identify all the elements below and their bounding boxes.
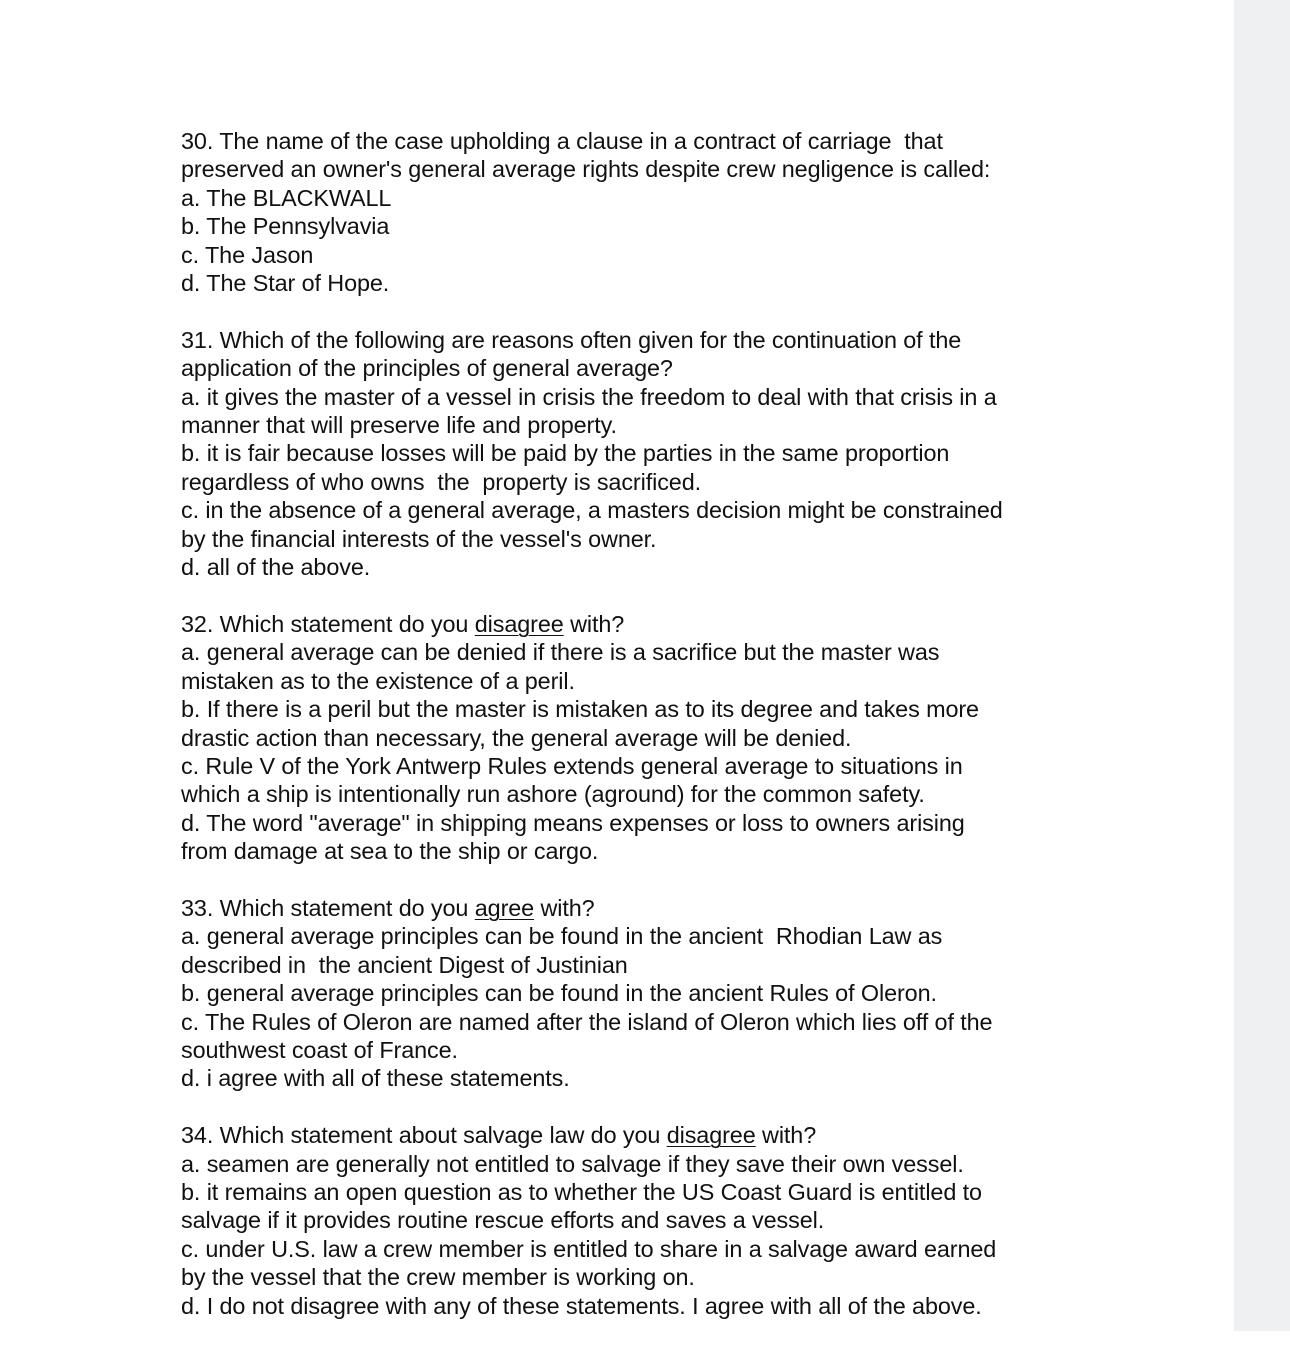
question-31: [181, 326, 1061, 582]
right-gutter: [1234, 0, 1290, 1331]
answer-option-b: b. If there is a peril but the master is mistaken as to its degree and takes more: [181, 696, 979, 723]
answer-option-a-cont: mistaken as to the existence of a peril.: [181, 667, 575, 694]
question-stem-line: [181, 610, 1061, 638]
question-stem-line: [181, 894, 1061, 922]
answer-option-a-cont: manner that will preserve life and property.: [181, 412, 617, 439]
answer-option-b-cont: regardless of who owns the property is sacrificed.: [181, 468, 702, 495]
answer-option-d: d. The word "average" in shipping means expenses or loss to owners arising: [181, 809, 965, 836]
answer-option-b: b. general average principles can be found in the ancient Rules of Oleron.: [181, 980, 937, 1007]
answer-option-c-cont: by the vessel that the crew member is working on.: [181, 1264, 695, 1291]
answer-option-c: c. in the absence of a general average, a masters decision might be constrained: [181, 497, 1003, 524]
answer-option-b-cont: drastic action than necessary, the general average will be denied.: [181, 724, 852, 751]
stem-text: 34. Which statement about salvage law do you: [181, 1122, 667, 1149]
underlined-keyword: disagree: [474, 610, 564, 637]
answer-option-a: a. general average can be denied if there is a sacrifice but the master was: [181, 639, 940, 666]
question-stem-line: 31. Which of the following are reasons often given for the continuation of the: [181, 326, 962, 353]
underlined-keyword: disagree: [666, 1122, 756, 1149]
answer-option-d: d. The Star of Hope.: [181, 270, 390, 297]
answer-option-b: b. it remains an open question as to whether the US Coast Guard is entitled to: [181, 1178, 982, 1205]
stem-text: with?: [534, 894, 595, 921]
stem-text: with?: [755, 1122, 817, 1149]
question-33: [181, 894, 1061, 1093]
answer-option-a-cont: described in the ancient Digest of Justinian: [181, 951, 628, 978]
answer-option-b-cont: salvage if it provides routine rescue efforts and saves a vessel.: [181, 1207, 825, 1234]
answer-option-c-cont: which a ship is intentionally run ashore (aground) for the common safety.: [181, 781, 925, 808]
answer-option-c: c. under U.S. law a crew member is entitled to share in a salvage award earned: [181, 1235, 997, 1262]
question-32: [181, 610, 1061, 866]
answer-option-b: b. it is fair because losses will be paid by the parties in the same proportion: [181, 440, 950, 467]
answer-option-a: a. general average principles can be found in the ancient Rhodian Law as: [181, 923, 943, 950]
answer-option-c: c. The Jason: [181, 241, 314, 268]
question-30: [181, 127, 1061, 297]
question-stem-line: application of the principles of general average?: [181, 355, 673, 382]
stem-text: 32. Which statement do you: [181, 610, 475, 637]
answer-option-c: c. Rule V of the York Antwerp Rules extends general average to situations in: [181, 752, 963, 779]
question-stem-line: preserved an owner's general average rights despite crew negligence is called:: [181, 156, 991, 183]
answer-option-d: d. all of the above.: [181, 554, 371, 581]
stem-text: with?: [563, 610, 625, 637]
stem-text: 33. Which statement do you: [181, 894, 475, 921]
question-stem-line: 30. The name of the case upholding a clause in a contract of carriage that: [181, 128, 943, 154]
answer-option-a: a. The BLACKWALL: [181, 184, 392, 211]
answer-option-b: b. The Pennsylvavia: [181, 213, 390, 240]
document-content: [181, 127, 1061, 1348]
answer-option-c: c. The Rules of Oleron are named after the island of Oleron which lies off of the: [181, 1008, 993, 1035]
answer-option-d: d. i agree with all of these statements.: [181, 1065, 570, 1092]
answer-option-d: d. I do not disagree with any of these statements. I agree with all of the above.: [181, 1292, 982, 1319]
question-stem-line: [181, 1121, 1061, 1149]
underlined-keyword: agree: [474, 894, 535, 921]
answer-option-a: a. seamen are generally not entitled to salvage if they save their own vessel.: [181, 1150, 964, 1177]
answer-option-c-cont: by the financial interests of the vessel's owner.: [181, 525, 657, 552]
answer-option-c-cont: southwest coast of France.: [181, 1036, 458, 1063]
answer-option-d-cont: from damage at sea to the ship or cargo.: [181, 838, 599, 865]
answer-option-a: a. it gives the master of a vessel in crisis the freedom to deal with that crisis in a: [181, 383, 997, 410]
question-34: [181, 1121, 1061, 1320]
